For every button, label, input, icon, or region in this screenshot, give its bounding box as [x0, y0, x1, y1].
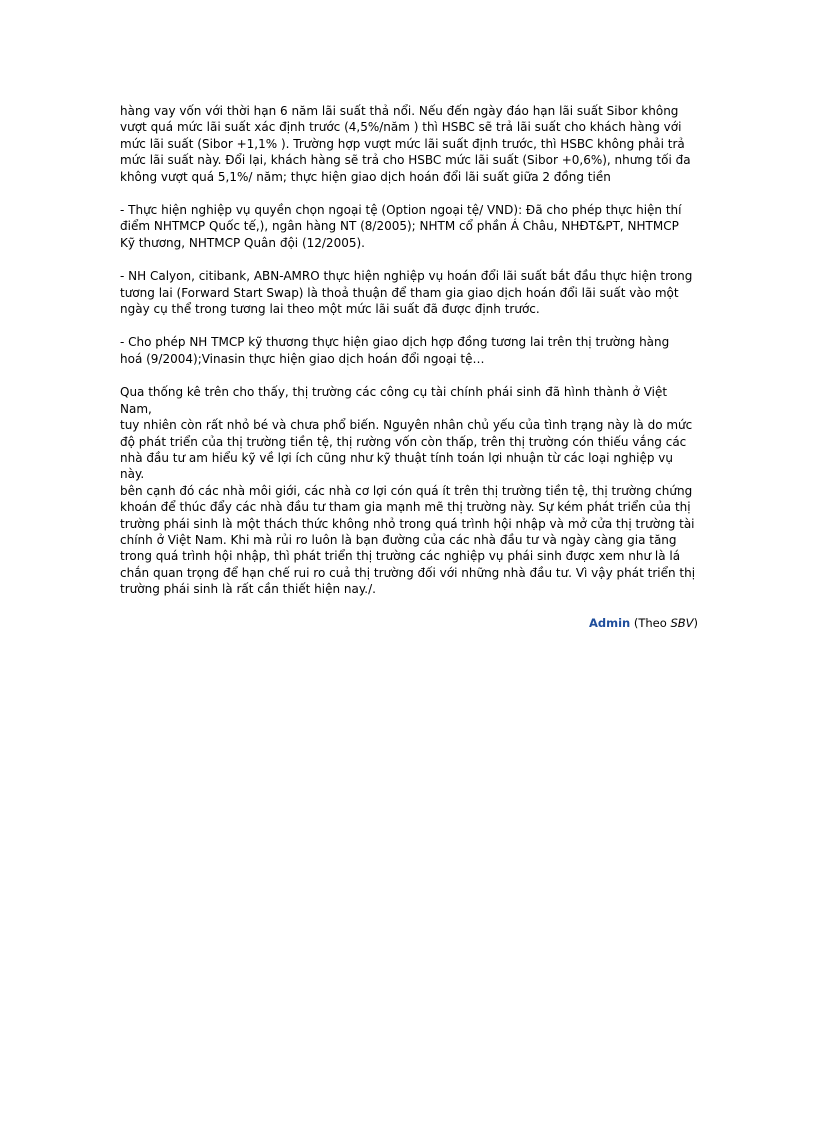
paragraph-fx-option: - Thực hiện nghiệp vụ quyền chọn ngoại tệ (Option ngoại tệ/ VND): Đã cho phép thực hiện thí điểm NHTMCP Quốc tế,), ngân hàng NT (8/2005); NHTM cổ phần Á Châu, NHĐT&PT, NHTMCP Kỹ thương, NHTMCP Quân đội (12/2005).	[120, 203, 682, 250]
paragraph-commodity-futures: - Cho phép NH TMCP kỹ thương thực hiện giao dịch hợp đồng tương lai trên thị trường hàng hoá (9/2004);Vinasin thực hiện giao dịch hoán đổi ngoại tệ…	[120, 335, 670, 366]
attribution-close: )	[693, 615, 698, 630]
author-name: Admin	[588, 615, 631, 630]
source-name: SBV	[670, 615, 694, 630]
article-body	[120, 103, 698, 631]
attribution-open: (Theo	[633, 615, 671, 630]
paragraph-forward-start-swap: - NH Calyon, citibank, ABN-AMRO thực hiện nghiệp vụ hoán đổi lãi suất bắt đầu thực hiện trong tương lai (Forward Start Swap) là thoả thuận để tham gia giao dịch hoán đổi lãi suất vào một ngày cụ thể trong tương lai theo một mức lãi suất đã được định trước.	[120, 269, 693, 317]
attribution-line	[120, 615, 698, 631]
paragraph-interest-swap: hàng vay vốn với thời hạn 6 năm lãi suất thả nổi. Nếu đến ngày đáo hạn lãi suất Sibor không vượt quá mức lãi suất xác định trước (4,5%/năm ) thì HSBC sẽ trả lãi suất cho khách hàng với mức lãi suất (Sibor +1,1% ). Trường hợp vượt mức lãi suất định trước, thì HSBC không phải trả mức lãi suất này. Đổi lại, khách hàng sẽ trả cho HSBC mức lãi suất (Sibor +0,6%), nhưng tối đa không vượt quá 5,1%/ năm; thực hiện giao dịch hoán đổi lãi suất giữa 2 đồng tiền	[120, 104, 691, 184]
paragraph-conclusion: Qua thống kê trên cho thấy, thị trường các công cụ tài chính phái sinh đã hình thành ở Việt Nam, tuy nhiên còn rất nhỏ bé và chưa phổ biến. Nguyên nhân chủ yếu của tình trạng này là do mức độ phát triển của thị trường tiền tệ, thị rường vốn còn thấp, trên thị trường cón thiếu vắng các nhà đầu tư am hiểu kỹ về lợi ích cũng như kỹ thuật tính toán lợi nhuận từ các loại nghiệp vụ này. bên cạnh đó các nhà môi giới, các nhà cơ lợi cón quá ít trên thị trường tiền tệ, thị trường chứng khoán để thúc đẩy các nhà đầu tư tham gia mạnh mẽ thị trường này. Sự kém phát triển của thị trường phái sinh là một thách thức không nhỏ trong quá trình hội nhập và mở cửa thị trường tài chính ở Việt Nam. Khi mà rủi ro luôn là bạn đường của các nhà đầu tư và ngày càng gia tăng trong quá trình hội nhập, thì phát triển thị trường các nghiệp vụ phái sinh được xem như là lá chắn quan trọng để hạn chế rui ro cuả thị trường đối với những nhà đầu tư. Vì vậy phát triển thị trường phái sinh là rất cần thiết hiện nay./.	[120, 385, 696, 597]
